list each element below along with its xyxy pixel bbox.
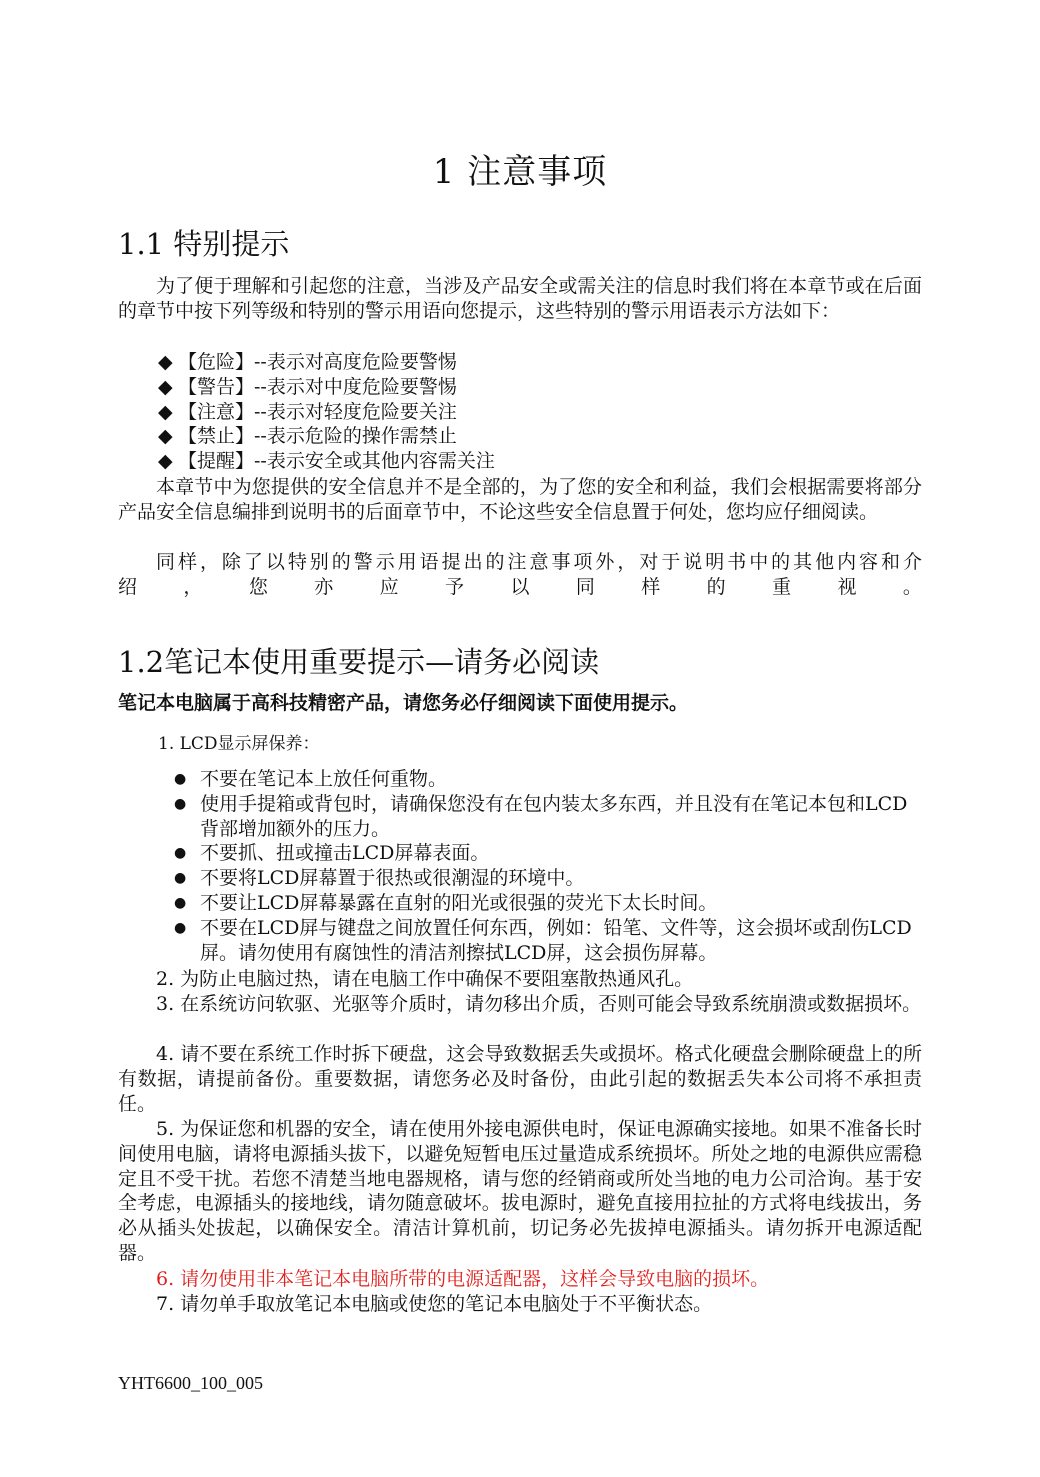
spread-char: 同 <box>575 576 595 598</box>
level-label: 【提醒】 <box>178 450 255 473</box>
warning-level-item <box>158 350 495 375</box>
spread-char: 您 <box>248 576 268 598</box>
diamond-bullet-icon: ◆ <box>158 450 173 473</box>
bullet-dot-icon: ● <box>174 771 187 787</box>
level-desc: --表示对高度危险要警惕 <box>254 351 457 373</box>
warning-level-item <box>158 400 495 425</box>
spread-char: 。 <box>902 576 922 598</box>
level-label: 【注意】 <box>178 400 255 423</box>
spread-char: 亦 <box>314 576 334 598</box>
chapter-title: 1 注意事项 <box>432 152 608 192</box>
lcd-care-item: ● 不要让LCD屏幕暴露在直射的阳光或很强的荧光下太长时间。 <box>174 891 718 914</box>
section-1-1-para3-line2 <box>118 575 922 600</box>
level-desc: --表示对轻度危险要关注 <box>254 400 457 423</box>
bullet-dot-icon: ● <box>174 894 187 911</box>
tip-2: 2. 为防止电脑过热，请在电脑工作中确保不要阻塞散热通风孔。 <box>156 968 694 990</box>
spread-char: 应 <box>379 576 399 598</box>
section-1-2-lead: 笔记本电脑属于高科技精密产品，请您务必仔细阅读下面使用提示。 <box>118 692 689 714</box>
warning-levels-list <box>158 350 495 474</box>
warning-level-item <box>158 375 495 400</box>
tip-6-warning: 6. 请勿使用非本笔记本电脑所带的电源适配器，这样会导致电脑的损坏。 <box>156 1268 770 1290</box>
spread-char: 绍 <box>118 576 138 598</box>
tip-5: 5. 为保证您和机器的安全，请在使用外接电源供电时，保证电源确实接地。如果不准备长时间使用电脑，请将电源插头拔下，以避免短暂电压过量造成系统损坏。所处之地的电源供应需稳定且不受干扰。若您不清楚当地电器规格，请与您的经销商或所处当地的电力公司洽询。基于安全考虑，电源插头的接地线，请勿随意破坏。拔电源时，避免直接用拉扯的方式将电线拔出，务必从插头处拔起，以确保安全。清洁计算机前，切记务必先拔掉电源插头。请勿拆开电源适配器。 <box>118 1118 922 1264</box>
level-desc: --表示危险的操作需禁止 <box>254 425 457 448</box>
lcd-care-item: ● 使用手提箱或背包时，请确保您没有在包内装太多东西，并且没有在笔记本包和LCD背部增加额外的压力。 <box>174 792 908 840</box>
tip-4: 4. 请不要在系统工作时拆下硬盘，这会导致数据丢失或损坏。格式化硬盘会删除硬盘上的所有数据，请提前备份。重要数据，请您务必及时备份，由此引起的数据丢失本公司将不承担责任。 <box>118 1043 922 1115</box>
level-label: 【危险】 <box>178 351 255 373</box>
lcd-care-item: ● 不要在LCD屏与键盘之间放置任何东西，例如：铅笔、文件等，这会损坏或刮伤LCD屏。请勿使用有腐蚀性的清洁剂擦拭LCD屏，这会损伤屏幕。 <box>174 916 912 964</box>
lcd-care-title: 1. LCD显示屏保养： <box>158 734 320 754</box>
bullet-dot-icon: ● <box>174 870 187 887</box>
bullet-dot-icon: ● <box>174 795 187 812</box>
footer-doc-code: YHT6600_100_005 <box>118 1373 263 1393</box>
bullet-dot-icon: ● <box>174 845 187 862</box>
spread-char: 重 <box>772 576 792 598</box>
warning-level-item <box>158 449 495 474</box>
section-1-1-intro: 为了便于理解和引起您的注意，当涉及产品安全或需关注的信息时我们将在本章节或在后面的章节中按下列等级和特别的警示用语向您提示，这些特别的警示用语表示方法如下： <box>118 275 922 322</box>
diamond-bullet-icon: ◆ <box>158 375 173 398</box>
warning-level-item <box>158 424 495 449</box>
lcd-care-item: ● 不要在笔记本上放任何重物。 <box>174 768 448 790</box>
spread-char: 予 <box>445 576 465 598</box>
lcd-care-item: ● 不要抓、扭或撞击LCD屏幕表面。 <box>174 842 490 865</box>
spread-char: 的 <box>706 576 726 598</box>
spread-char: 以 <box>510 576 530 598</box>
level-desc: --表示安全或其他内容需关注 <box>254 450 495 473</box>
lcd-care-list <box>172 767 922 965</box>
section-1-1-para2: 本章节中为您提供的安全信息并不是全部的，为了您的安全和利益，我们会根据需要将部分产品安全信息编排到说明书的后面章节中，不论这些安全信息置于何处，您均应仔细阅读。 <box>118 476 922 523</box>
section-1-1-heading: 1.1 特别提示 <box>118 227 290 261</box>
section-1-2-heading: 1.2笔记本使用重要提示—请务必阅读 <box>118 645 600 679</box>
level-desc: --表示对中度危险要警惕 <box>254 375 457 398</box>
diamond-bullet-icon: ◆ <box>158 425 173 448</box>
level-label: 【警告】 <box>178 375 255 398</box>
spread-char: ， <box>183 576 203 598</box>
spread-char: 视 <box>837 576 857 598</box>
level-label: 【禁止】 <box>178 425 255 448</box>
diamond-bullet-icon: ◆ <box>158 351 173 373</box>
diamond-bullet-icon: ◆ <box>158 400 173 423</box>
tip-3: 3. 在系统访问软驱、光驱等介质时，请勿移出介质，否则可能会导致系统崩溃或数据损坏。 <box>156 993 922 1015</box>
spread-char: 样 <box>641 576 661 598</box>
lcd-care-item: ● 不要将LCD屏幕置于很热或很潮湿的环境中。 <box>174 867 585 890</box>
tip-7: 7. 请勿单手取放笔记本电脑或使您的笔记本电脑处于不平衡状态。 <box>156 1293 713 1315</box>
section-1-1-para3-line1: 同样，除了以特别的警示用语提出的注意事项外，对于说明书中的其他内容和介 <box>156 551 922 573</box>
bullet-dot-icon: ● <box>174 919 187 936</box>
